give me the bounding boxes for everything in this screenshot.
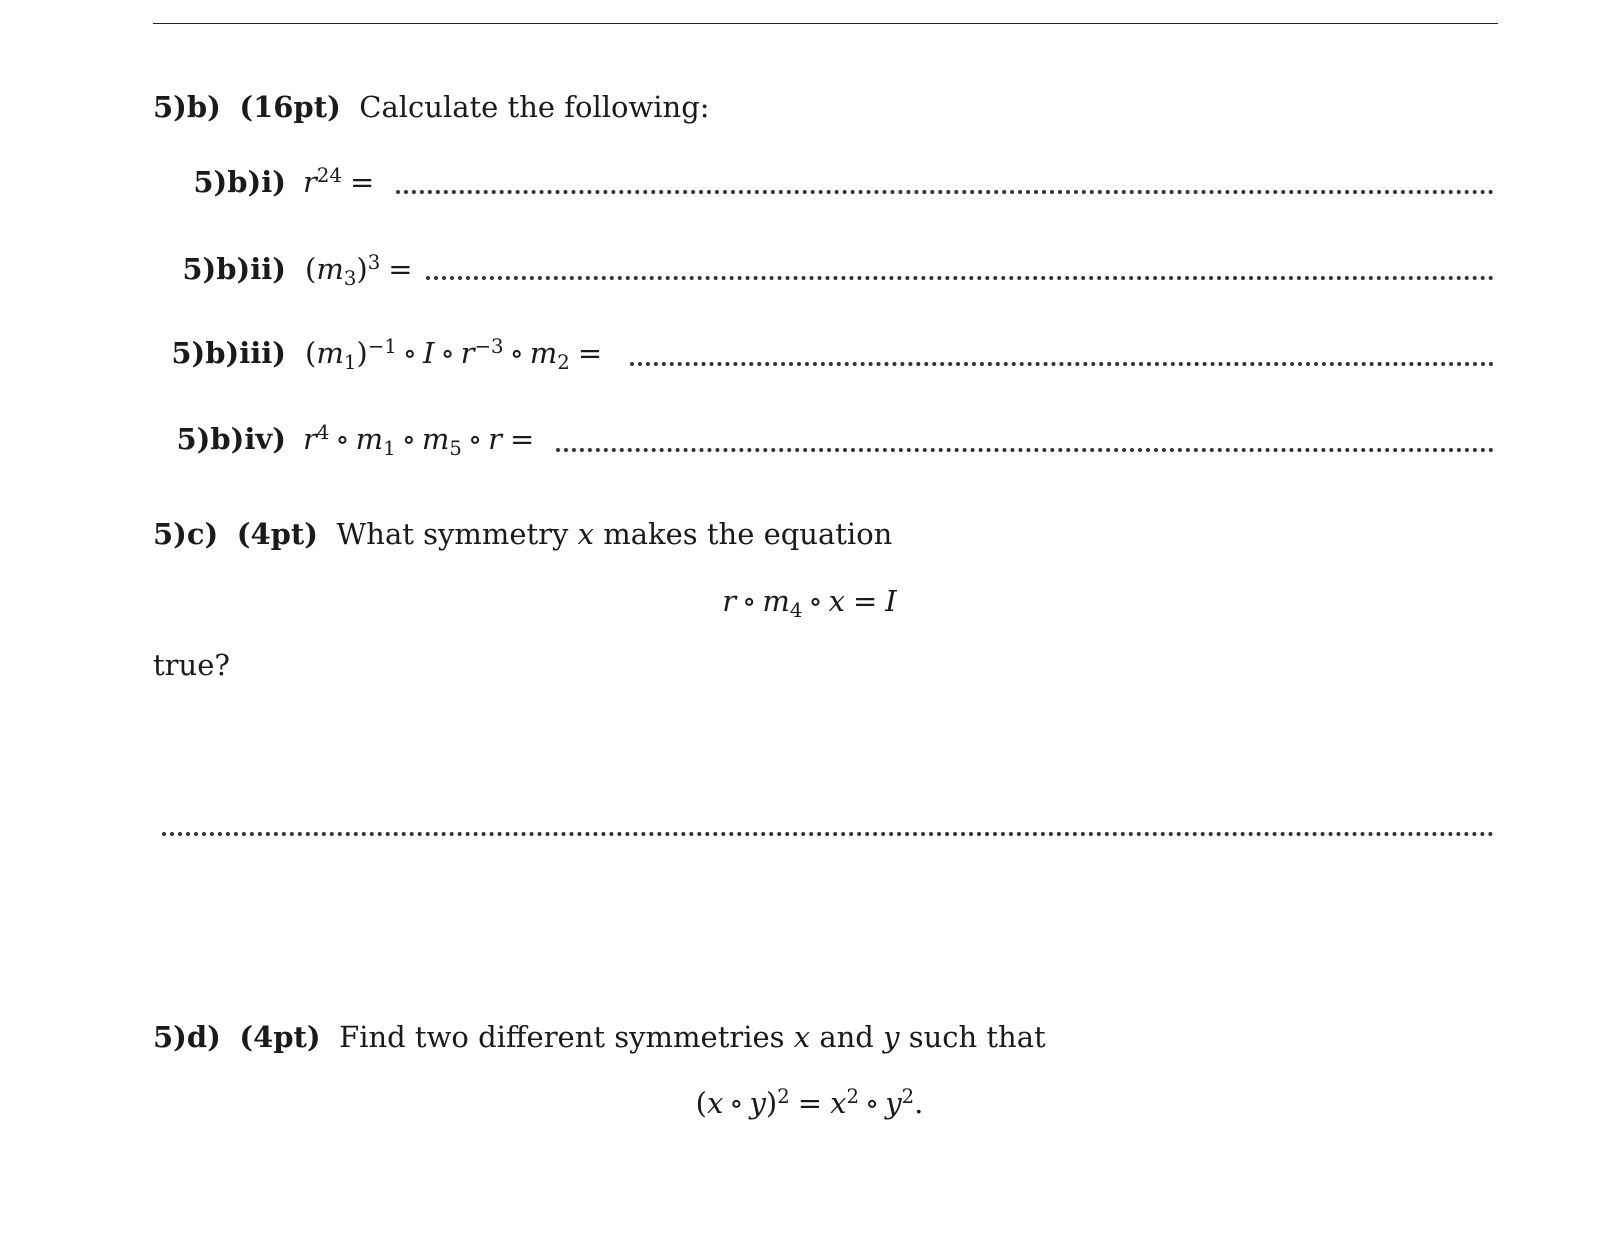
math-r: r	[303, 422, 317, 456]
math-m: m	[316, 252, 344, 286]
q5b-iii-expression	[305, 335, 610, 374]
equals-sign: =	[577, 336, 603, 370]
subscript: 3	[343, 266, 357, 290]
exponent: 4	[316, 421, 330, 445]
q5b-ii-label	[182, 252, 286, 286]
q5b-ii-expression	[305, 251, 421, 290]
q5b-points: (16pt)	[239, 90, 341, 124]
equals-sign: =	[349, 165, 375, 199]
exponent: 2	[901, 1085, 915, 1109]
paren: (	[305, 336, 317, 370]
q5b-iv-expression	[303, 421, 542, 460]
compose-operator: ∘	[402, 336, 417, 370]
compose-operator: ∘	[467, 422, 483, 456]
compose-operator: ∘	[440, 336, 455, 370]
q5d-prompt-before: Find two different symmetries	[339, 1020, 785, 1054]
q5c-prompt-after: makes the equation	[603, 517, 893, 551]
paren: )	[765, 1086, 778, 1120]
q5d-heading	[153, 1020, 1046, 1054]
math-m: m	[316, 336, 344, 370]
equals-sign: =	[388, 252, 413, 286]
math-r: r	[460, 336, 475, 370]
q5b-i-label	[193, 165, 286, 199]
compose-operator: ∘	[335, 422, 350, 456]
q5b-ii-answer-blank[interactable]	[426, 276, 1494, 280]
q5b-iv-label-text: 5)b)iv)	[176, 422, 286, 456]
q5b-i-answer-blank[interactable]	[396, 190, 1494, 194]
compose-operator: ∘	[808, 584, 823, 618]
paren: (	[695, 1086, 707, 1120]
exponent: 3	[367, 251, 381, 275]
q5b-iii-label-text: 5)b)iii)	[171, 336, 286, 370]
q5b-heading	[153, 90, 710, 124]
q5b-iii-label	[171, 336, 286, 370]
equals-sign: =	[510, 422, 535, 456]
exponent: −3	[474, 335, 504, 359]
math-I: I	[885, 584, 897, 618]
q5c-var: x	[577, 517, 595, 551]
math-m: m	[762, 584, 790, 618]
compose-operator: ∘	[742, 584, 757, 618]
math-m: m	[529, 336, 558, 370]
math-x: x	[830, 1086, 847, 1120]
compose-operator: ∘	[729, 1086, 744, 1120]
equals-sign: =	[797, 1086, 823, 1120]
math-y: y	[885, 1086, 902, 1120]
exponent: 24	[316, 164, 342, 188]
q5d-points: (4pt)	[239, 1020, 321, 1054]
exponent: −1	[367, 335, 397, 359]
q5c-equation	[0, 584, 1619, 622]
paren: (	[305, 252, 317, 286]
subscript: 1	[343, 350, 357, 374]
exponent: 2	[777, 1085, 790, 1109]
q5b-iii-answer-blank[interactable]	[630, 362, 1494, 366]
q5b-label: 5)b)	[153, 90, 221, 124]
q5d-equation	[0, 1086, 1619, 1120]
math-I: I	[422, 336, 435, 370]
subscript: 5	[449, 436, 462, 460]
compose-operator: ∘	[401, 422, 416, 456]
q5c-points: (4pt)	[236, 517, 319, 551]
exponent: 2	[846, 1085, 859, 1109]
q5d-label: 5)d)	[153, 1020, 221, 1054]
q5b-prompt: Calculate the following:	[359, 90, 710, 124]
q5b-i-expression	[303, 165, 382, 199]
subscript: 4	[789, 598, 803, 622]
q5b-ii-label-text: 5)b)ii)	[182, 252, 286, 286]
math-y: y	[749, 1086, 766, 1120]
top-rule	[153, 23, 1498, 24]
q5d-var-x: x	[793, 1020, 811, 1054]
q5c-trailing: true?	[153, 648, 230, 682]
subscript: 2	[557, 350, 570, 374]
math-r: r	[722, 584, 737, 618]
math-r: r	[303, 165, 317, 199]
q5c-answer-blank[interactable]	[162, 832, 1494, 836]
q5b-iv-answer-blank[interactable]	[556, 448, 1494, 452]
math-x: x	[706, 1086, 724, 1120]
q5c-heading	[153, 517, 892, 551]
paren: )	[356, 336, 368, 370]
period: .	[914, 1086, 924, 1120]
math-x: x	[828, 584, 845, 618]
q5c-label: 5)c)	[153, 517, 219, 551]
subscript: 1	[383, 436, 396, 460]
equals-sign: =	[852, 584, 878, 618]
compose-operator: ∘	[865, 1086, 880, 1120]
q5d-var-y: y	[883, 1020, 900, 1054]
q5b-i-label-text: 5)b)i)	[193, 165, 286, 199]
paren: )	[356, 252, 368, 286]
math-m: m	[355, 422, 384, 456]
math-r: r	[488, 422, 503, 456]
q5c-prompt-before: What symmetry	[336, 517, 569, 551]
q5d-prompt-after: such that	[908, 1020, 1046, 1054]
math-m: m	[421, 422, 450, 456]
q5d-and: and	[819, 1020, 874, 1054]
q5b-iv-label	[177, 422, 287, 456]
compose-operator: ∘	[509, 336, 524, 370]
